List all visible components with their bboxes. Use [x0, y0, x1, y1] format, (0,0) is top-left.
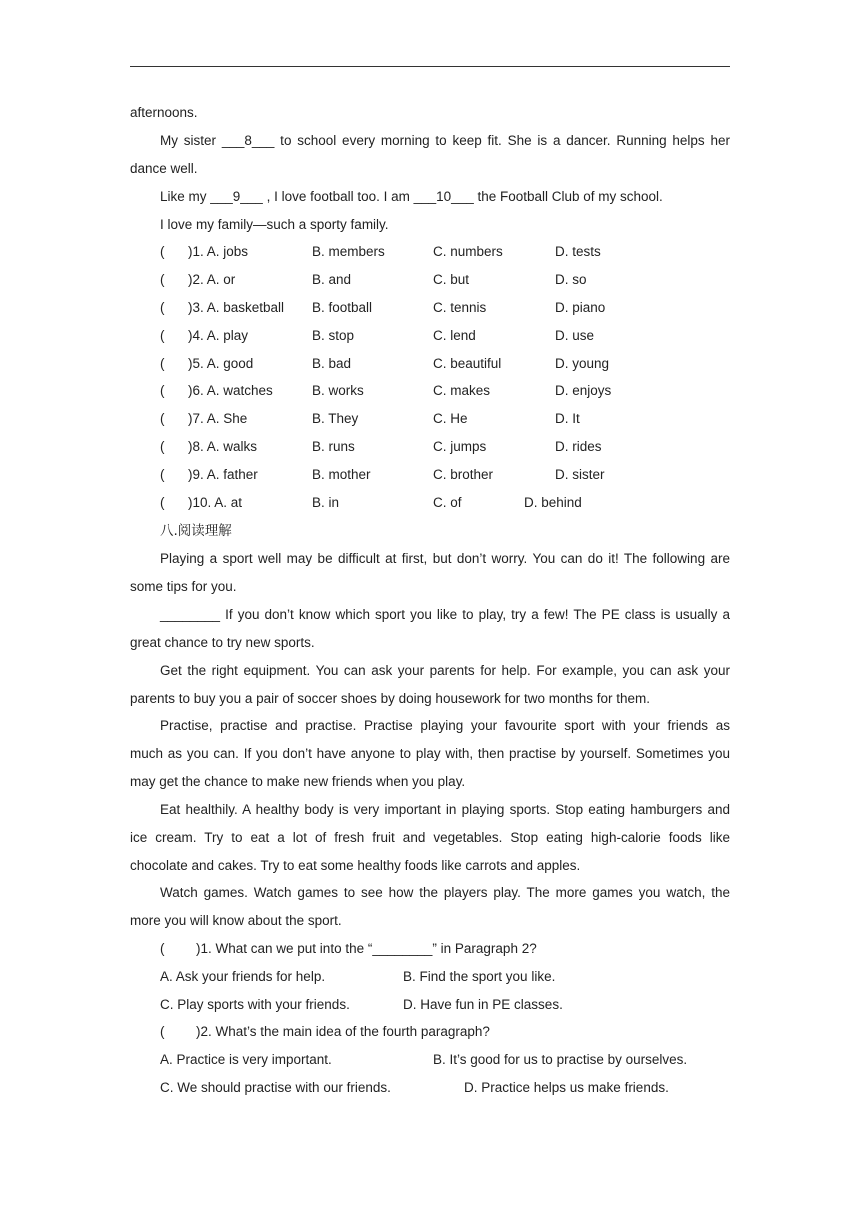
choice-b: B. It’s good for us to practise by ourselves.	[433, 1052, 688, 1067]
choice-c: C. Play sports with your friends.	[160, 997, 350, 1012]
answer-paren: (	[160, 356, 165, 371]
reading-line: ice cream. Try to eat a lot of fresh fruit and vegetables. Stop eating high-calorie foods like	[130, 830, 730, 845]
option-d: D. young	[555, 356, 610, 371]
reading-line: may get the chance to make new friends when you play.	[130, 774, 466, 789]
option-d: D. use	[555, 328, 595, 343]
option-b: B. works	[312, 383, 364, 398]
option-d: D. It	[555, 411, 580, 426]
option-a: )9. A. father	[188, 467, 258, 482]
section-title: 八.阅读理解	[160, 523, 232, 539]
option-a: )2. A. or	[188, 272, 236, 287]
option-a: )3. A. basketball	[188, 300, 285, 315]
answer-paren: (	[160, 1024, 165, 1039]
reading-line: chocolate and cakes. Try to eat some healthy foods like carrots and apples.	[130, 858, 581, 873]
reading-line: Watch games. Watch games to see how the players play. The more games you watch, the	[160, 885, 730, 900]
option-a: )8. A. walks	[188, 439, 258, 454]
option-c: C. numbers	[433, 244, 503, 259]
reading-line: ________ If you don’t know which sport you like to play, try a few! The PE class is usually a	[160, 607, 730, 622]
option-a: )10. A. at	[188, 495, 243, 510]
reading-line: more you will know about the sport.	[130, 913, 342, 928]
option-b: B. and	[312, 272, 352, 287]
option-a: )6. A. watches	[188, 383, 273, 398]
answer-paren: (	[160, 495, 165, 510]
option-d: D. behind	[524, 495, 582, 510]
option-b: B. football	[312, 300, 373, 315]
reading-line: some tips for you.	[130, 579, 237, 594]
answer-paren: (	[160, 467, 165, 482]
answer-paren: (	[160, 300, 165, 315]
option-d: D. rides	[555, 439, 602, 454]
answer-paren: (	[160, 272, 165, 287]
passage-line: My sister ___8___ to school every morning to keep fit. She is a dancer. Running helps her	[160, 133, 730, 148]
option-a: )5. A. good	[188, 356, 254, 371]
option-d: D. enjoys	[555, 383, 612, 398]
reading-line: great chance to try new sports.	[130, 635, 315, 650]
option-b: B. runs	[312, 439, 355, 454]
reading-line: Get the right equipment. You can ask your parents for help. For example, you can ask your	[160, 663, 730, 678]
header-rule	[130, 66, 730, 67]
answer-paren: (	[160, 328, 165, 343]
choice-a: A. Practice is very important.	[160, 1052, 332, 1067]
option-d: D. piano	[555, 300, 606, 315]
option-c: C. of	[433, 495, 462, 510]
question-stem: )2. What’s the main idea of the fourth paragraph?	[196, 1024, 490, 1039]
reading-line: Playing a sport well may be difficult at first, but don’t worry. You can do it! The following are	[160, 551, 730, 566]
option-c: C. beautiful	[433, 356, 502, 371]
option-d: D. sister	[555, 467, 605, 482]
option-b: B. mother	[312, 467, 371, 482]
option-b: B. bad	[312, 356, 352, 371]
option-c: C. lend	[433, 328, 476, 343]
option-c: C. jumps	[433, 439, 487, 454]
option-c: C. brother	[433, 467, 494, 482]
option-b: B. members	[312, 244, 385, 259]
choice-d: D. Have fun in PE classes.	[403, 997, 563, 1012]
passage-line: dance well.	[130, 161, 198, 176]
answer-paren: (	[160, 383, 165, 398]
question-stem: )1. What can we put into the “________” in Paragraph 2?	[196, 941, 537, 956]
reading-line: parents to buy you a pair of soccer shoes by doing housework for two months for them.	[130, 691, 651, 706]
option-b: B. in	[312, 495, 340, 510]
answer-paren: (	[160, 941, 165, 956]
reading-line: Practise, practise and practise. Practise playing your favourite sport with your friends as	[160, 718, 730, 733]
passage-line: Like my ___9___ , I love football too. I am ___10___ the Football Club of my school.	[160, 189, 663, 204]
choice-d: D. Practice helps us make friends.	[464, 1080, 669, 1095]
option-c: C. but	[433, 272, 470, 287]
answer-paren: (	[160, 411, 165, 426]
choice-b: B. Find the sport you like.	[403, 969, 556, 984]
option-a: )7. A. She	[188, 411, 248, 426]
option-b: B. stop	[312, 328, 355, 343]
option-c: C. tennis	[433, 300, 487, 315]
reading-line: Eat healthily. A healthy body is very important in playing sports. Stop eating hamburgers and	[160, 802, 730, 817]
option-c: C. makes	[433, 383, 491, 398]
answer-paren: (	[160, 244, 165, 259]
passage-line: afternoons.	[130, 105, 198, 120]
option-b: B. They	[312, 411, 359, 426]
option-c: C. He	[433, 411, 468, 426]
option-a: )1. A. jobs	[188, 244, 249, 259]
option-d: D. tests	[555, 244, 601, 259]
option-d: D. so	[555, 272, 587, 287]
reading-line: much as you can. If you don’t have anyone to play with, then practise by yourself. Sometimes you	[130, 746, 730, 761]
choice-c: C. We should practise with our friends.	[160, 1080, 391, 1095]
choice-a: A. Ask your friends for help.	[160, 969, 326, 984]
answer-paren: (	[160, 439, 165, 454]
passage-line: I love my family—such a sporty family.	[160, 217, 389, 232]
option-a: )4. A. play	[188, 328, 249, 343]
